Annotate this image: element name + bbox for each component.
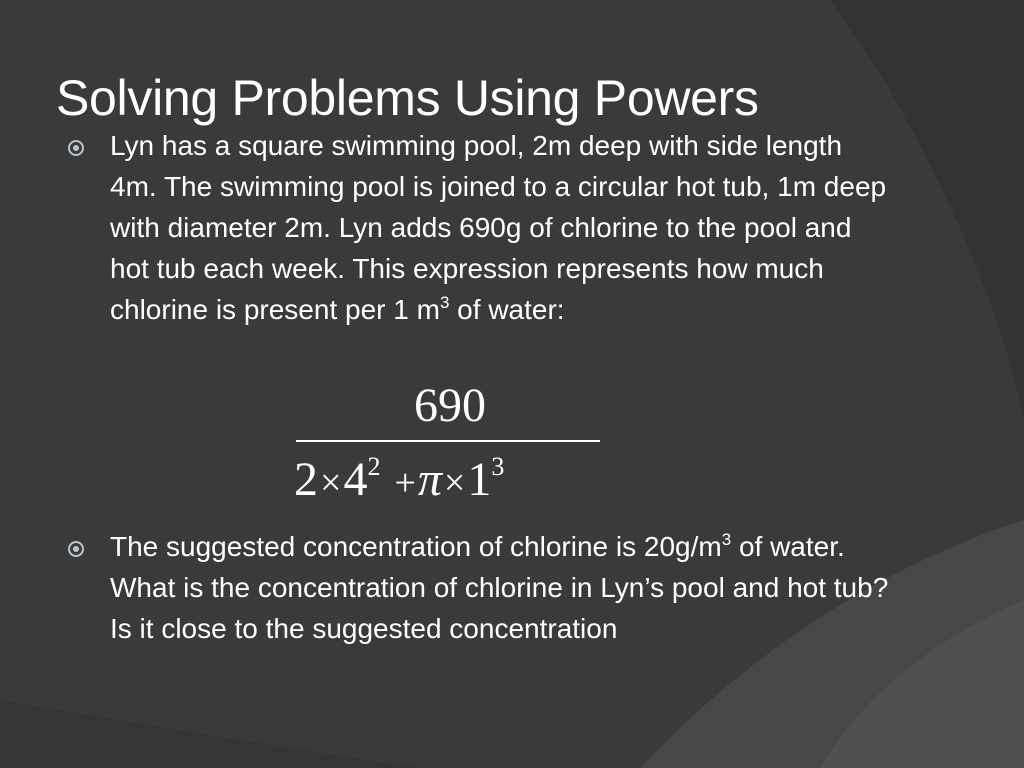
- bullet-2-exponent: 3: [721, 530, 732, 549]
- slide-title: Solving Problems Using Powers: [56, 70, 759, 126]
- chlorine-expression: [290, 372, 610, 522]
- exponent-2: 2: [367, 452, 381, 481]
- bullet-1-tail: of water:: [449, 294, 565, 325]
- times-sign-2: ×: [443, 462, 466, 504]
- denominator-term-4: 4: [343, 453, 368, 506]
- exponent-3: 3: [491, 452, 505, 481]
- times-sign: ×: [320, 462, 342, 504]
- plus-sign: +: [394, 462, 416, 504]
- bullet-1-body: Lyn has a square swimming pool, 2m deep with side length 4m. The swimming pool is joined to a circular hot tub, 1m deep with diameter 2m. Lyn adds 690g of chlorine to the pool and hot tub each week. This expression represents how much chlorine is present per 1 m: [110, 130, 887, 325]
- expression-numerator: 690: [414, 379, 486, 432]
- bullet-2-tail: of water. What is the concentration of chlorine in Lyn’s pool and hot tub? Is it close to the suggested concentration: [110, 531, 889, 644]
- denominator-term-2: 2: [294, 453, 318, 506]
- denominator-term-1: 1: [467, 453, 492, 506]
- bullet-1-exponent: 3: [439, 293, 450, 312]
- bullet-2-body: The suggested concentration of chlorine is 20g/m: [110, 531, 722, 562]
- bullet-2-text: [110, 526, 890, 649]
- expression-denominator: [294, 450, 614, 513]
- bullet-marker-icon: [68, 140, 84, 156]
- fraction-bar: [296, 440, 600, 442]
- pi-symbol: π: [417, 453, 442, 506]
- bullet-marker-icon: [68, 541, 84, 557]
- bullet-1-text: [110, 125, 890, 330]
